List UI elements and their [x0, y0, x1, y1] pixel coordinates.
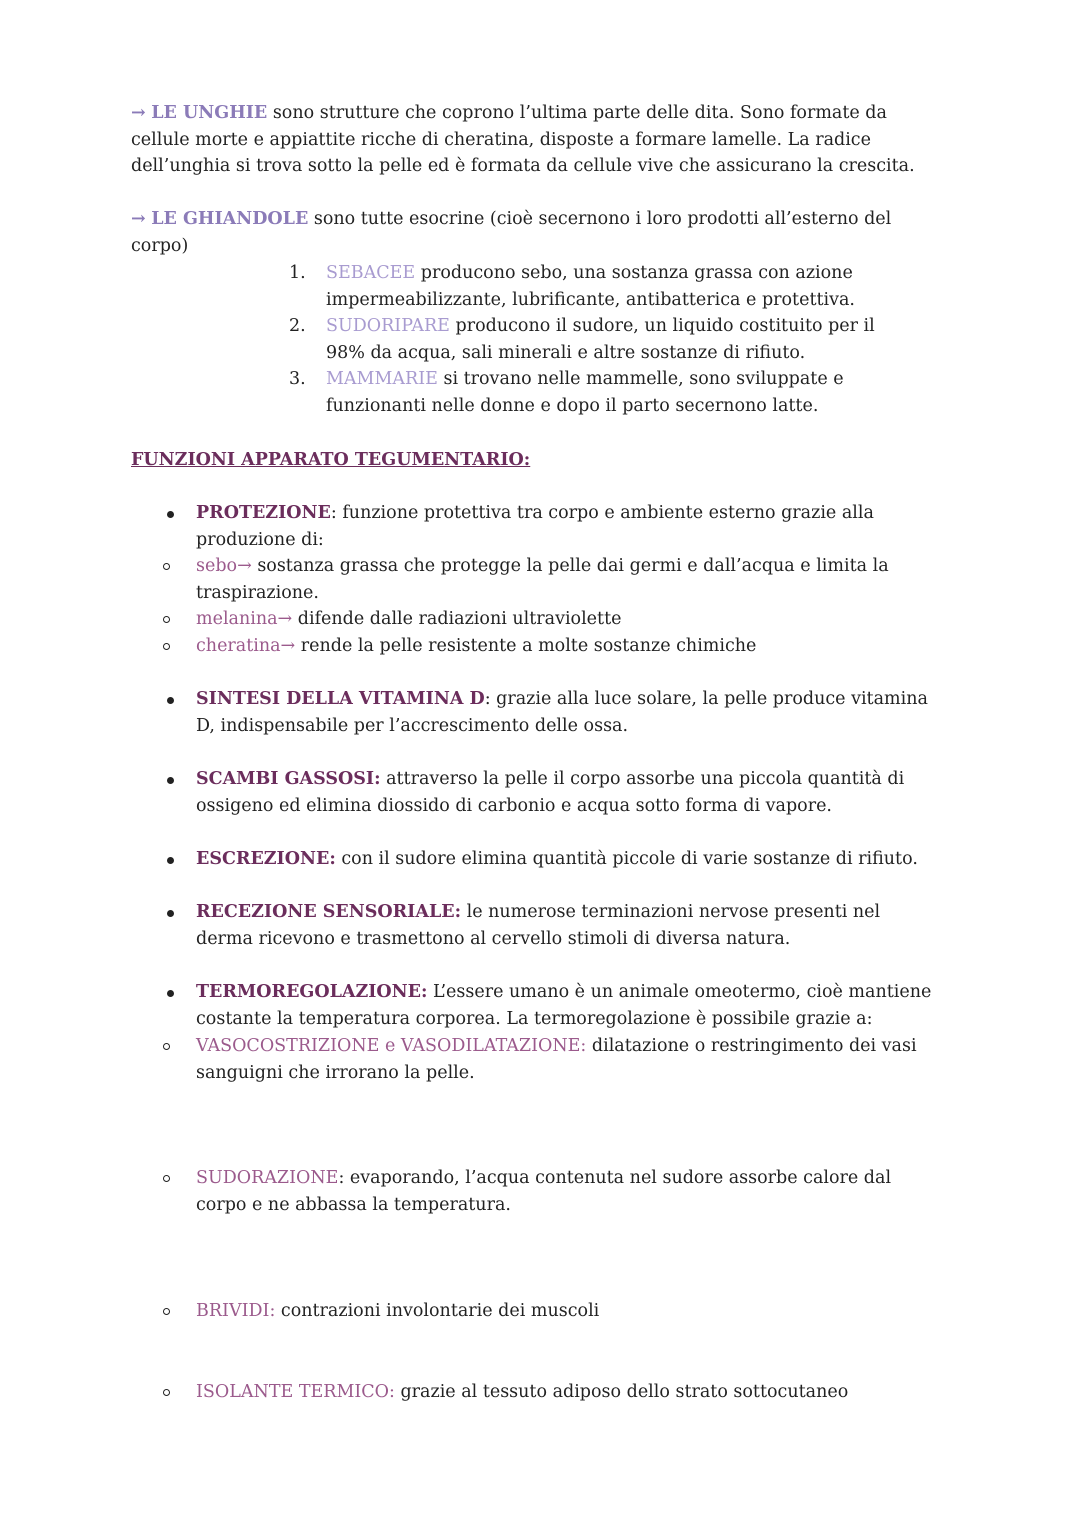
sub-text: grazie al tessuto adiposo dello strato sottocutaneo: [394, 1381, 849, 1402]
sub-text: sostanza grassa che protegge la pelle dai germi e dall’acqua e limita la traspirazione.: [196, 556, 889, 603]
list-number: 1.: [289, 263, 306, 283]
list-number: 3.: [289, 369, 306, 390]
arrow-icon: →: [131, 103, 146, 123]
ghiandole-text: sono tutte esocrine (cioè secernono i loro prodotti all’esterno del corpo): [131, 209, 892, 256]
gland-term: SEBACEE: [326, 263, 416, 283]
function-escrezione: [196, 846, 941, 873]
function-text: attraverso la pelle il corpo assorbe una piccola quantità di ossigeno ed elimina diossido di carbonio e acqua sotto forma di vapore.: [196, 769, 905, 816]
sub-item: [131, 1298, 941, 1325]
function-text: con il sudore elimina quantità piccole di varie sostanze di rifiuto.: [335, 849, 918, 869]
sub-text: rende la pelle resistente a molte sostanze chimiche: [295, 635, 757, 656]
function-vitamina-d: [196, 686, 941, 739]
circle-bullet-icon: [163, 1043, 170, 1050]
sub-item: [131, 1379, 941, 1406]
gland-text: si trovano nelle mammelle, sono sviluppate e funzionanti nelle donne e dopo il parto secernono latte.: [326, 369, 844, 416]
bullet-icon: [167, 857, 174, 864]
function-title: RECEZIONE SENSORIALE:: [196, 902, 462, 922]
gland-term: MAMMARIE: [326, 369, 438, 390]
gland-text: producono il sudore, un liquido costituito per il 98% da acqua, sali minerali e altre sostanze di rifiuto.: [326, 316, 875, 363]
sub-text: : evaporando, l’acqua contenuta nel sudore assorbe calore dal corpo e ne abbassa la temperatura.: [196, 1168, 892, 1215]
list-item: [289, 366, 919, 419]
sub-text: difende dalle radiazioni ultraviolette: [292, 609, 622, 630]
bullet-icon: [167, 697, 174, 704]
unghie-title: LE UNGHIE: [151, 103, 268, 123]
sub-term: BRIVIDI:: [196, 1301, 276, 1322]
circle-bullet-icon: [163, 1389, 170, 1396]
ghiandole-title: LE GHIANDOLE: [151, 209, 309, 229]
circle-bullet-icon: [163, 563, 170, 570]
bullet-icon: [167, 777, 174, 784]
ghiandole-paragraph: [131, 206, 941, 259]
circle-bullet-icon: [163, 643, 170, 650]
unghie-text: sono strutture che coprono l’ultima parte delle dita. Sono formate da cellule morte e appiattite ricche di cheratina, disposte a formare lamelle. La radice dell’unghia si trova sotto la pelle ed è formata da cellule vive che assicurano la crescita.: [131, 103, 915, 177]
function-title: SCAMBI GASSOSI:: [196, 769, 381, 789]
bullet-icon: [167, 910, 174, 917]
function-recezione-sensoriale: [196, 899, 941, 952]
circle-bullet-icon: [163, 616, 170, 623]
bullet-icon: [167, 511, 174, 518]
function-scambi-gassosi: [196, 766, 941, 819]
sub-text: dilatazione o restringimento dei vasi sanguigni che irrorano la pelle.: [196, 1036, 917, 1083]
gland-text: producono sebo, una sostanza grassa con azione impermeabilizzante, lubrificante, antibatterica e protettiva.: [326, 263, 855, 310]
function-title: ESCREZIONE:: [196, 849, 336, 869]
gland-term: SUDORIPARE: [326, 316, 450, 337]
function-termoregolazione: [196, 979, 941, 1032]
sub-term: SUDORAZIONE: [196, 1168, 339, 1189]
circle-bullet-icon: [163, 1175, 170, 1182]
unghie-paragraph: [131, 100, 941, 180]
function-protezione: [196, 500, 941, 660]
function-title: SINTESI DELLA VITAMINA D: [196, 689, 485, 709]
ghiandole-list: [289, 260, 919, 420]
function-text: : grazie alla luce solare, la pelle produce vitamina D, indispensabile per l’accrescimento delle ossa.: [196, 689, 928, 736]
function-title: TERMOREGOLAZIONE:: [196, 982, 428, 1002]
sub-term: melanina→: [196, 609, 293, 630]
protezione-paragraph: [196, 500, 941, 553]
arrow-icon: →: [131, 209, 146, 229]
sub-term: ISOLANTE TERMICO:: [196, 1381, 395, 1402]
function-text: L’essere umano è un animale omeotermo, cioè mantiene costante la temperatura corporea. La termoregolazione è possibile grazie a:: [196, 982, 932, 1029]
sub-item: [131, 1033, 941, 1086]
list-item: [289, 313, 919, 366]
list-number: 2.: [289, 316, 306, 337]
sub-item: [131, 1165, 941, 1218]
sub-item: [131, 553, 941, 606]
function-title: PROTEZIONE: [196, 503, 331, 523]
sub-text: contrazioni involontarie dei muscoli: [275, 1301, 600, 1322]
bullet-icon: [167, 990, 174, 997]
sub-term: cheratina→: [196, 635, 296, 656]
sub-item: [131, 606, 941, 633]
section-heading: FUNZIONI APPARATO TEGUMENTARIO:: [131, 450, 531, 470]
function-text: le numerose terminazioni nervose presenti nel derma ricevono e trasmettono al cervello stimoli di diversa natura.: [196, 902, 881, 949]
sub-item: [131, 633, 941, 660]
list-item: [289, 260, 919, 313]
sub-term: sebo→: [196, 556, 252, 577]
sub-term: VASOCOSTRIZIONE e VASODILATAZIONE:: [196, 1036, 587, 1056]
function-text: : funzione protettiva tra corpo e ambiente esterno grazie alla produzione di:: [196, 503, 874, 550]
circle-bullet-icon: [163, 1308, 170, 1315]
